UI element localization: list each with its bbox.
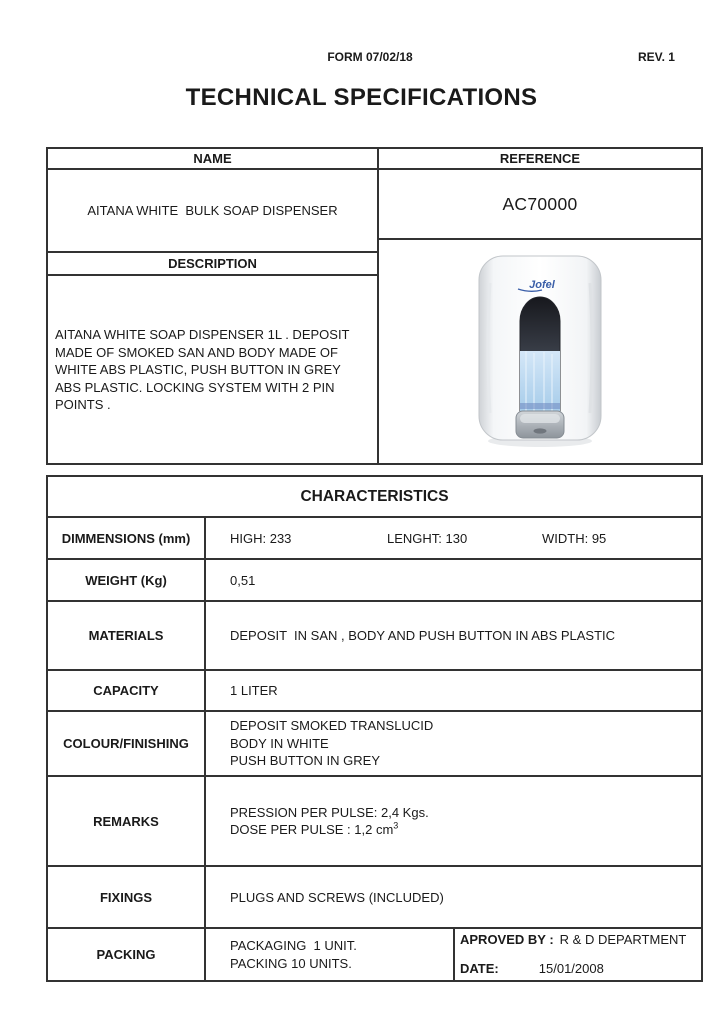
reference-header: REFERENCE [379, 149, 701, 170]
product-photo [476, 253, 604, 451]
remarks-line: PRESSION PER PULSE: 2,4 Kgs. [230, 804, 429, 820]
soap-liquid [518, 351, 562, 413]
packing-line: PACKAGING 1 UNIT. [230, 938, 357, 953]
packing-line: PACKING 10 UNITS. [230, 955, 352, 971]
product-photo-cell [379, 240, 701, 463]
dimensions-label: DIMMENSIONS (mm) [48, 518, 206, 558]
spec-table-left-column [48, 149, 379, 463]
colour-line: PUSH BUTTON IN GREY [230, 753, 381, 769]
dimensions-row [48, 518, 701, 560]
packing-label: PACKING [48, 929, 206, 980]
remarks-line: DOSE PER PULSE : 1,2 $cm^3$ [230, 820, 399, 837]
spec-table-right-column [379, 149, 701, 463]
fixings-label: FIXINGS [48, 867, 206, 927]
name-header: NAME [48, 149, 377, 170]
dimension-length: LENGHT: 130 [387, 530, 468, 546]
product-description [48, 276, 377, 463]
push-button-slot [534, 428, 547, 433]
weight-value: 0,51 [230, 572, 256, 588]
superscript-3: 3 [393, 820, 399, 831]
approval-cell [455, 929, 701, 980]
approved-by-line [460, 932, 697, 947]
colour-row [48, 712, 701, 777]
capacity-value: 1 LITER [230, 683, 278, 698]
jofel-logo: Jofel [529, 278, 555, 291]
description-line: ABS PLASTIC. LOCKING SYSTEM WITH 2 PIN [55, 379, 335, 395]
description-header: DESCRIPTION [48, 253, 377, 276]
approved-by-label: APROVED BY : [460, 932, 554, 947]
description-line: WHITE ABS PLASTIC, PUSH BUTTON IN GREY [55, 362, 341, 377]
reference-value: AC70000 [379, 170, 701, 240]
materials-value: DEPOSIT IN SAN , BODY AND PUSH BUTTON IN ABS PLASTIC [230, 628, 616, 643]
remarks-row [48, 777, 701, 867]
date-value: 15/01/2008 [538, 961, 604, 976]
packing-value [206, 929, 455, 980]
colour-value [206, 712, 701, 775]
colour-line: BODY IN WHITE [230, 735, 329, 751]
characteristics-title: CHARACTERISTICS [48, 477, 701, 518]
form-number: FORM 07/02/18 [327, 50, 413, 64]
characteristics-table [46, 475, 703, 982]
date-line [460, 961, 697, 976]
revision-number: REV. 1 [638, 50, 675, 64]
weight-label: WEIGHT (Kg) [48, 560, 206, 600]
remarks-label: REMARKS [48, 777, 206, 865]
push-button-highlight [520, 414, 560, 423]
fixings-value: PLUGS AND SCREWS (INCLUDED) [230, 889, 444, 905]
date-label: DATE: [460, 961, 499, 976]
remarks-value [206, 777, 701, 865]
capacity-label: CAPACITY [48, 671, 206, 710]
description-line: MADE OF SMOKED SAN AND BODY MADE OF [55, 344, 338, 360]
page-title: TECHNICAL SPECIFICATIONS [185, 84, 538, 111]
weight-row [48, 560, 701, 602]
approved-by-value: R & D DEPARTMENT [559, 932, 687, 947]
dimension-high: HIGH: 233 [230, 530, 292, 546]
colour-label: COLOUR/FINISHING [48, 712, 206, 775]
product-name: AITANA WHITE BULK SOAP DISPENSER [48, 170, 377, 253]
description-line: POINTS . [55, 397, 111, 412]
description-line: AITANA WHITE SOAP DISPENSER 1L . DEPOSIT [55, 327, 350, 342]
materials-row [48, 602, 701, 671]
fixings-row [48, 867, 701, 929]
packing-row [48, 929, 701, 980]
colour-line: DEPOSIT SMOKED TRANSLUCID [230, 718, 434, 734]
product-spec-table [46, 147, 703, 465]
materials-label: MATERIALS [48, 602, 206, 669]
dimensions-value [206, 518, 701, 558]
capacity-row [48, 671, 701, 712]
dimension-width: WIDTH: 95 [542, 530, 607, 546]
